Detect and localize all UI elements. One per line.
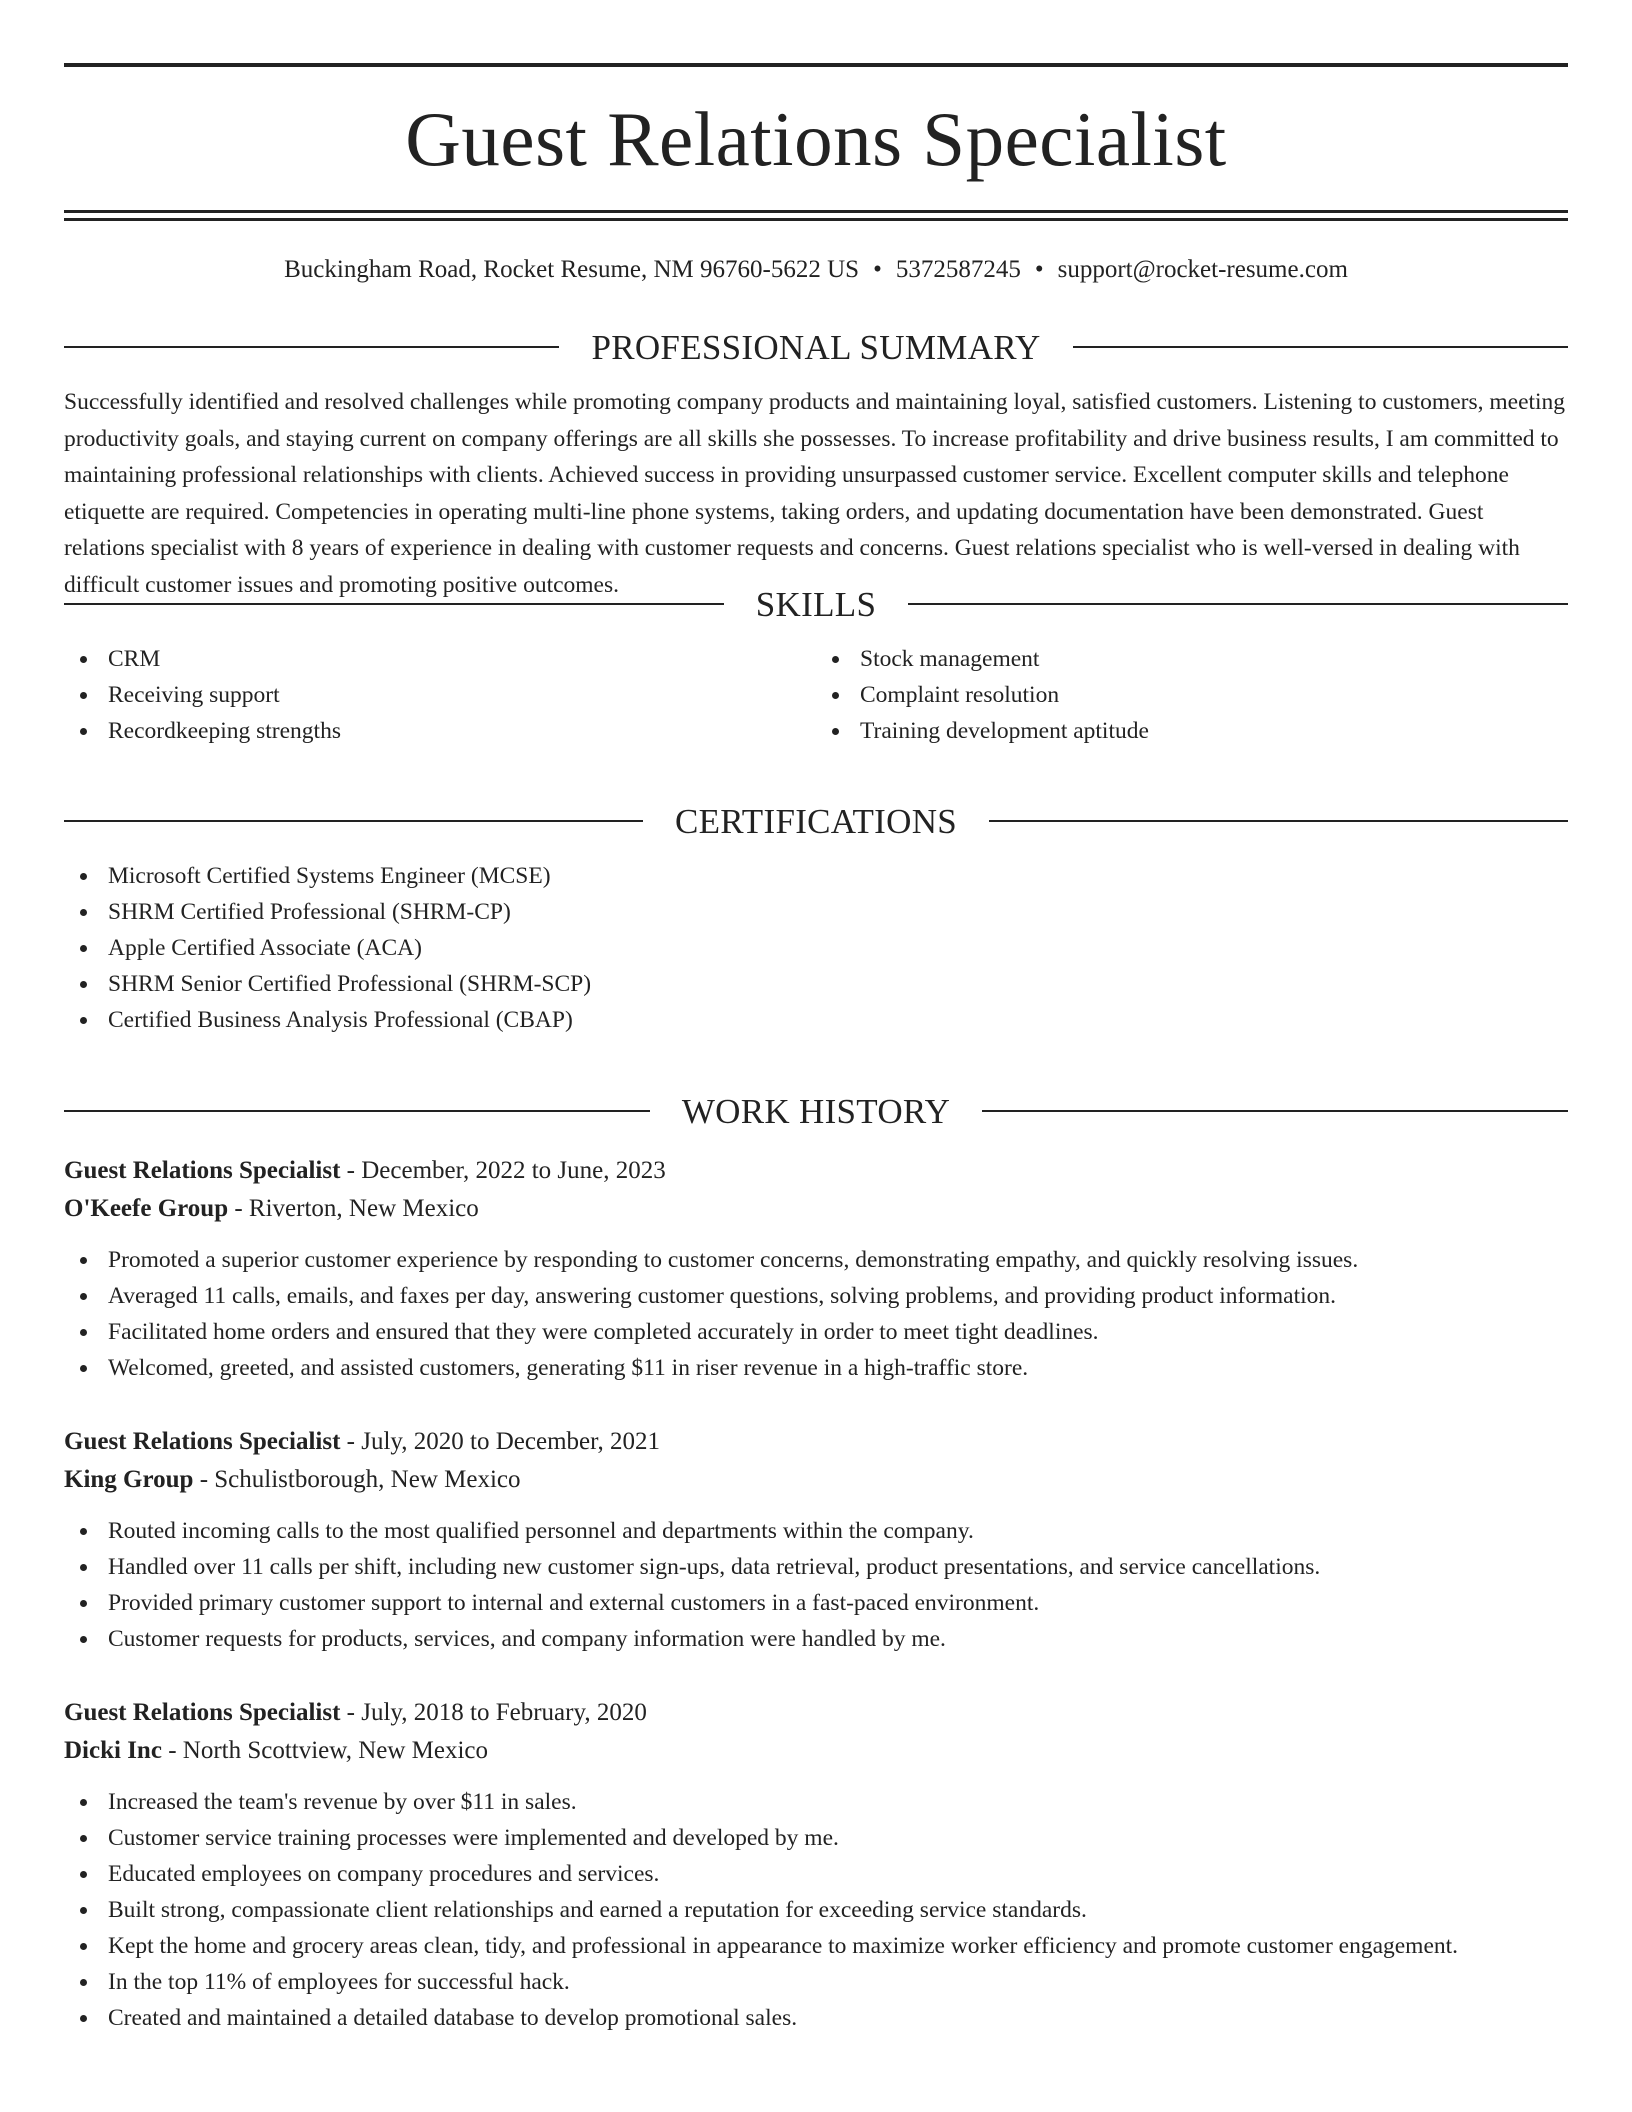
job-company: Dicki Inc	[64, 1737, 162, 1764]
contact-email: support@rocket-resume.com	[1057, 256, 1348, 283]
job-bullet: Customer service training processes were implemented and developed by me.	[64, 1820, 1568, 1856]
job-dates: - July, 2020 to December, 2021	[340, 1428, 660, 1455]
job-location: - North Scottview, New Mexico	[161, 1737, 489, 1764]
resume-name: Guest Relations Specialist	[405, 96, 1227, 182]
heading-rule-left	[64, 346, 559, 348]
certification-item: SHRM Certified Professional (SHRM-CP)	[64, 894, 1568, 930]
job-bullet: Kept the home and grocery areas clean, tidy, and professional in appearance to maximize worker efficiency and promote customer engagement.	[64, 1928, 1568, 1964]
heading-rule-left	[64, 603, 724, 605]
skills-column-left	[64, 641, 816, 799]
job-bullets	[64, 1242, 1568, 1386]
skill-item: CRM	[64, 641, 816, 677]
job-company-line	[64, 1461, 1568, 1499]
job-title-line	[64, 1152, 1568, 1190]
heading-rule-right	[989, 820, 1568, 822]
job-location: - Riverton, New Mexico	[228, 1195, 479, 1222]
job-bullet: Averaged 11 calls, emails, and faxes per day, answering customer questions, solving problems, and providing product information.	[64, 1278, 1568, 1314]
job-bullet: Routed incoming calls to the most qualified personnel and departments within the company.	[64, 1513, 1568, 1549]
job-company: O'Keefe Group	[64, 1195, 229, 1222]
contact-phone: 5372587245	[895, 256, 1021, 283]
header-double-rule	[64, 210, 1568, 221]
contact-separator: •	[1034, 256, 1044, 283]
contact-info	[64, 221, 1568, 325]
summary-heading	[64, 325, 1568, 369]
job-company-line	[64, 1190, 1568, 1228]
job-entry	[64, 1152, 1568, 1423]
job-bullet: Created and maintained a detailed database to develop promotional sales.	[64, 2000, 1568, 2036]
certification-item: Apple Certified Associate (ACA)	[64, 930, 1568, 966]
job-title-line	[64, 1423, 1568, 1461]
summary-text: Successfully identified and resolved challenges while promoting company products and maintaining loyal, satisfied customers. Listening to customers, meeting productivity goals, and staying current on company offerings are all skills she possesses. To increase profitability and drive business results, I am committed to maintaining professional relationships with clients. Achieved success in providing unsurpassed customer service. Excellent computer skills and telephone etiquette are required. Competencies in operating multi-line phone systems, taking orders, and updating documentation have been demonstrated. Guest relations specialist with 8 years of experience in dealing with customer requests and concerns. Guest relations specialist who is well-versed in dealing with difficult customer issues and promoting positive outcomes.	[64, 389, 1566, 598]
skill-item: Complaint resolution	[816, 677, 1568, 713]
certifications-list	[64, 858, 1568, 1089]
skill-item: Recordkeeping strengths	[64, 713, 816, 749]
certifications-heading	[64, 799, 1568, 843]
heading-rule-right	[908, 603, 1568, 605]
job-title-line	[64, 1694, 1568, 1732]
skills-title: SKILLS	[755, 584, 877, 624]
job-company: King Group	[64, 1466, 194, 1493]
job-bullet: Increased the team's revenue by over $11 in sales.	[64, 1784, 1568, 1820]
skill-item: Receiving support	[64, 677, 816, 713]
job-dates: - July, 2018 to February, 2020	[340, 1699, 647, 1726]
skill-item: Training development aptitude	[816, 713, 1568, 749]
skills-list	[64, 641, 1568, 799]
work-title: WORK HISTORY	[681, 1091, 951, 1131]
summary-title: PROFESSIONAL SUMMARY	[591, 327, 1041, 367]
certifications-title: CERTIFICATIONS	[674, 801, 958, 841]
job-bullets	[64, 1784, 1568, 2036]
heading-rule-right	[1073, 346, 1568, 348]
job-title: Guest Relations Specialist	[64, 1699, 341, 1726]
job-location: - Schulistborough, New Mexico	[193, 1466, 521, 1493]
certification-item: Certified Business Analysis Professional (CBAP)	[64, 1002, 1568, 1038]
job-entry	[64, 1694, 1568, 2036]
job-title: Guest Relations Specialist	[64, 1428, 341, 1455]
job-dates: - December, 2022 to June, 2023	[340, 1157, 666, 1184]
job-bullet: Facilitated home orders and ensured that they were completed accurately in order to meet tight deadlines.	[64, 1314, 1568, 1350]
job-bullet: Promoted a superior customer experience by responding to customer concerns, demonstrating empathy, and quickly resolving issues.	[64, 1242, 1568, 1278]
job-bullet: Educated employees on company procedures and services.	[64, 1856, 1568, 1892]
job-entry	[64, 1423, 1568, 1694]
skills-column-right	[816, 641, 1568, 799]
heading-rule-left	[64, 820, 643, 822]
skill-item: Stock management	[816, 641, 1568, 677]
certification-item: SHRM Senior Certified Professional (SHRM-SCP)	[64, 966, 1568, 1002]
job-company-line	[64, 1732, 1568, 1770]
contact-address: Buckingham Road, Rocket Resume, NM 96760-5622 US	[284, 256, 860, 283]
resume-page	[0, 63, 1632, 2112]
certification-item: Microsoft Certified Systems Engineer (MCSE)	[64, 858, 1568, 894]
job-bullet: In the top 11% of employees for successful hack.	[64, 1964, 1568, 2000]
job-bullets	[64, 1513, 1568, 1657]
work-heading	[64, 1089, 1568, 1133]
job-bullet: Customer requests for products, services, and company information were handled by me.	[64, 1621, 1568, 1657]
job-bullet: Handled over 11 calls per shift, including new customer sign-ups, data retrieval, product presentations, and service cancellations.	[64, 1549, 1568, 1585]
heading-rule-right	[982, 1110, 1568, 1112]
heading-rule-left	[64, 1110, 650, 1112]
job-title: Guest Relations Specialist	[64, 1157, 341, 1184]
job-bullet: Provided primary customer support to internal and external customers in a fast-paced environment.	[64, 1585, 1568, 1621]
contact-separator: •	[873, 256, 882, 283]
job-bullet: Welcomed, greeted, and assisted customers, generating $11 in riser revenue in a high-traffic store.	[64, 1350, 1568, 1386]
job-bullet: Built strong, compassionate client relationships and earned a reputation for exceeding service standards.	[64, 1892, 1568, 1928]
